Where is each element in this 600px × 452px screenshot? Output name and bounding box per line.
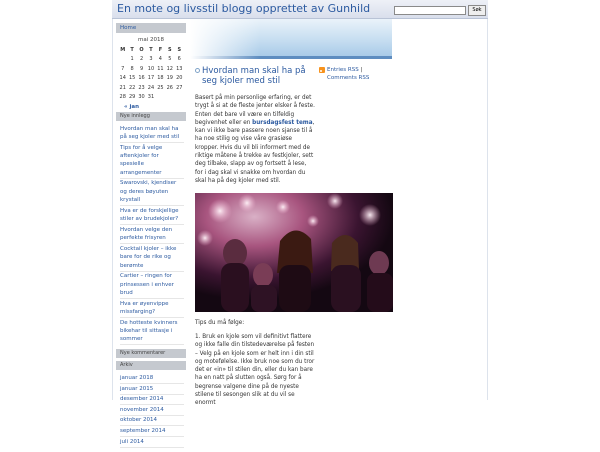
archive-link[interactable]: januar 2015 [120,384,184,395]
calendar-weekday: S [177,46,182,53]
calendar-day [156,93,165,103]
entries-rss-link[interactable]: Entries RSS [327,67,359,73]
calendar-day: 24 [147,84,155,91]
calendar-day: 22 [128,84,136,91]
party-photo-image [195,193,393,312]
recent-comments-heading: Nye kommentarer [116,349,186,358]
calendar-day: 13 [176,65,183,72]
calendar-caption: mai 2018 [137,37,164,43]
calendar-days [118,55,184,103]
calendar-weekday: M [120,46,126,53]
search-input[interactable] [394,6,466,15]
calendar-day [165,93,174,103]
calendar-day: 26 [166,84,173,91]
post-title[interactable]: Hvordan man skal ha på seg kjoler med stil [202,66,306,86]
calendar-day: 14 [119,75,126,82]
calendar [118,37,184,112]
calendar-weekday: T [149,46,153,53]
calendar-day: 30 [138,94,145,101]
calendar-day: 4 [158,56,162,63]
calendar-weekday: S [168,46,172,53]
calendar-day: 31 [147,94,155,101]
calendar-day: 12 [166,65,173,72]
post-body-keyword-link[interactable]: bursdagsfest tema [252,119,313,126]
calendar-week [118,74,184,84]
recent-post-link[interactable]: Hva er de forskjellige stiler av brudekjoler? [120,206,184,225]
calendar-day: 18 [157,75,164,82]
recent-post-link[interactable]: Cartier – ringen for prinsessen i enhver brud [120,272,184,299]
calendar-day: 9 [139,65,144,72]
calendar-day: 19 [166,75,173,82]
post-body-text-2: , kan vi ikke bare passere noen sjanse til å ha noe stilig og vise våre grasiøse kropper. Hvis du vil bli informert med de riktige måtene å trekke av festkjoler, sett deg tilbake, slapp av og fortsett å lese, for i dag skal vi snakke om hvordan du skal ha på deg kjoler med stil. [195,119,315,184]
party-photo [195,193,393,312]
nav-home[interactable]: Home [116,23,186,33]
calendar-day: 29 [128,94,136,101]
post-body [195,94,315,185]
calendar-day: 23 [138,84,145,91]
rss-separator: | [360,67,363,73]
sidebar [116,23,186,452]
recent-post-link[interactable]: Swarovski, kjendiser og deres bøyuten krystall [120,179,184,206]
calendar-day: 17 [147,75,155,82]
calendar-weekdays [118,45,184,55]
calendar-day: 7 [121,65,125,72]
archive-link[interactable]: desember 2014 [120,395,184,406]
site-header [112,0,488,19]
calendar-week [118,93,184,103]
recent-post-link[interactable]: Hva er øyenvippe missfarging? [120,299,184,318]
recent-post-link[interactable]: Hvordan velge den perfekte frisyren [120,225,184,244]
calendar-table [118,45,184,102]
calendar-day: 27 [176,84,183,91]
calendar-week [118,83,184,93]
archive-link[interactable]: november 2014 [120,405,184,416]
calendar-weekday: O [139,46,144,53]
recent-post-link[interactable]: Tips for å velge aftenkjoler for spesielle arrangementer [120,143,184,179]
calendar-prev-link[interactable]: « jan [124,104,139,110]
calendar-day: 28 [119,94,126,101]
calendar-day: 3 [149,56,153,63]
rss-links [327,66,389,82]
post-bullet-icon [195,68,200,73]
calendar-day [118,55,127,65]
recent-post-link[interactable]: De hotteste kvinners bikehar til sittasje i sommer [120,318,184,345]
recent-posts-heading: Nye innlegg [116,112,186,121]
calendar-day: 25 [157,84,164,91]
tip-1-text: 1. Bruk en kjole som vil definitivt flattere og ikke falle din tilstedeværelse på festen – Velg på en kjole som er helt inn i din stil og motefølelse. Ikke bruk noe som du tror det er «in» til stilen din, eller du kan bare ha en natt på slutten også. Sørg for å begrense valgene dine på de nyeste stilene til sesongen slik at du vil se enormt [195,334,315,407]
archive-link[interactable]: juli 2014 [120,437,184,448]
archive-list [116,373,186,447]
calendar-week [118,55,184,65]
calendar-day: 1 [130,56,134,63]
calendar-day [175,93,184,103]
comments-rss-link[interactable]: Comments RSS [327,75,370,81]
calendar-day: 8 [130,65,134,72]
rss-icon[interactable] [319,67,325,73]
recent-posts-list [116,124,186,345]
calendar-day: 10 [147,65,155,72]
site-title[interactable]: En mote og livsstil blogg opprettet av Gunhild [117,2,371,15]
banner-fade [190,19,260,59]
calendar-day: 6 [177,56,181,63]
archive-link[interactable]: september 2014 [120,426,184,437]
calendar-day: 5 [168,56,172,63]
calendar-day: 2 [139,56,144,63]
calendar-day: 11 [157,65,164,72]
archive-link[interactable]: oktober 2014 [120,416,184,427]
calendar-day: 16 [138,75,145,82]
calendar-day: 15 [128,75,136,82]
post-body-text-1: Basert på min personlige erfaring, er det trygt å si at de fleste jenter elsker å feste. Enten det bare vil være en tilfeldig begivenhet eller en [195,95,315,126]
recent-post-link[interactable]: Hvordan man skal ha på seg kjoler med stil [120,124,184,143]
tips-heading: Tips du må følge: [195,320,245,326]
recent-post-link[interactable]: Cocktail kjoler – ikke bare for de rike og berømte [120,244,184,271]
calendar-weekday: F [158,46,163,53]
archive-link[interactable]: januar 2018 [120,373,184,384]
calendar-weekday: T [130,46,134,53]
calendar-day: 20 [176,75,183,82]
archive-heading: Arkiv [116,361,186,370]
search-button[interactable]: Søk [468,5,486,16]
calendar-day: 21 [119,84,126,91]
calendar-week [118,64,184,74]
